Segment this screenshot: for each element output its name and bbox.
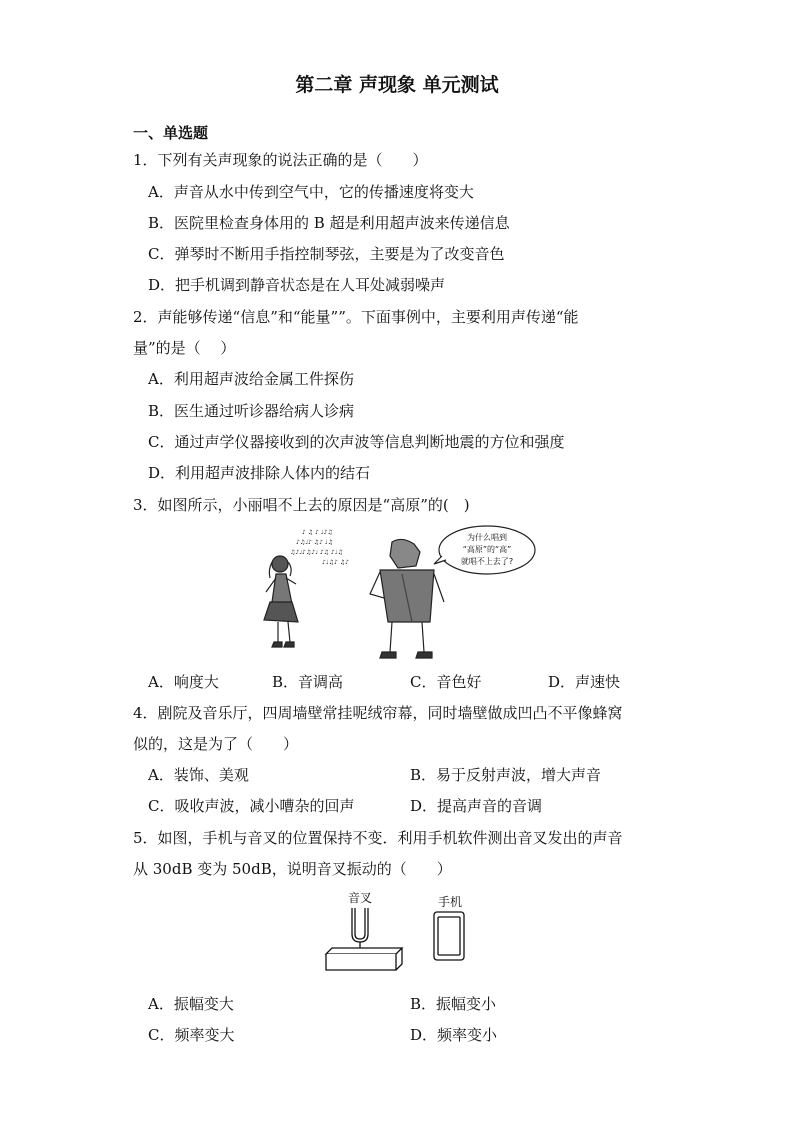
question-4-stem-line1: 4．剧院及音乐厅，四周墙壁常挂呢绒帘幕，同时墙壁做成凹凸不平像蜂窝 — [133, 704, 623, 722]
question-4-option-b[interactable]: B．易于反射声波，增大声音 — [410, 766, 602, 784]
question-4-option-a[interactable]: A．装饰、美观 — [148, 766, 249, 784]
question-2-stem-line1: 2．声能够传递“信息”和“能量””。下面事例中，主要利用声传递“能 — [133, 308, 579, 326]
question-1-option-c[interactable]: C．弹琴时不断用手指控制琴弦，主要是为了改变音色 — [148, 245, 505, 263]
phone-label: 手机 — [437, 895, 463, 909]
question-1-option-a[interactable]: A．声音从水中传到空气中，它的传播速度将变大 — [148, 183, 474, 201]
singing-girl-figure — [264, 556, 298, 647]
page-title: 第二章 声现象 单元测试 — [295, 74, 499, 96]
question-4-stem-line2: 似的，这是为了（ ） — [133, 735, 299, 753]
svg-text:♫♪♩♪♫♪♩ ♪♫ ♪♩♫: ♫♪♩♪♫♪♩ ♪♫ ♪♩♫ — [290, 549, 343, 556]
question-5-option-c[interactable]: C．频率变大 — [148, 1026, 235, 1044]
bubble-line-1: 为什么唱到 — [467, 533, 507, 542]
music-notes-icon — [290, 529, 349, 566]
question-5-stem-line2: 从 30dB 变为 50dB，说明音叉振动的（ ） — [133, 860, 452, 878]
question-4-option-c[interactable]: C．吸收声波，减小嘈杂的回声 — [148, 797, 355, 815]
svg-text:♪♩♫♪ ♫♪: ♪♩♫♪ ♫♪ — [322, 559, 349, 566]
svg-text:♪♫♩♪ ♫♪ ♩♫: ♪♫♩♪ ♫♪ ♩♫ — [296, 539, 334, 546]
listening-man-figure — [370, 539, 444, 658]
question-1-option-d[interactable]: D．把手机调到静音状态是在人耳处减弱噪声 — [148, 276, 446, 294]
question-2-option-d[interactable]: D．利用超声波排除人体内的结石 — [148, 464, 371, 482]
question-5-option-d[interactable]: D．频率变小 — [410, 1026, 498, 1044]
question-2-option-c[interactable]: C．通过声学仪器接收到的次声波等信息判断地震的方位和强度 — [148, 433, 565, 451]
tuning-fork-label: 音叉 — [347, 891, 373, 905]
question-5-option-a[interactable]: A．振幅变大 — [148, 995, 234, 1013]
question-5-option-b[interactable]: B．振幅变小 — [410, 995, 497, 1013]
singing-girl-and-man-illustration — [262, 522, 542, 662]
question-2-option-a[interactable]: A．利用超声波给金属工件探伤 — [148, 370, 354, 388]
question-1-option-b[interactable]: B．医院里检查身体用的 B 超是利用超声波来传递信息 — [148, 214, 510, 232]
tuning-fork-icon — [326, 908, 402, 970]
tuning-fork-and-phone-diagram — [320, 886, 470, 976]
question-2-stem-line2: 量”的是（ ） — [133, 339, 236, 357]
question-4-option-d[interactable]: D．提高声音的音调 — [410, 797, 543, 815]
question-3-option-a[interactable]: A．响度大 — [148, 673, 219, 691]
question-5-stem-line1: 5．如图，手机与音叉的位置保持不变．利用手机软件测出音叉发出的声音 — [133, 829, 623, 847]
bubble-line-3: 就唱不上去了? — [460, 557, 514, 566]
question-1-stem: 1．下列有关声现象的说法正确的是（ ） — [133, 151, 428, 169]
question-2-option-b[interactable]: B．医生通过听诊器给病人诊病 — [148, 402, 355, 420]
section-heading: 一、单选题 — [133, 124, 209, 142]
svg-text:♪ ♫ ♪ ♩♪♫: ♪ ♫ ♪ ♩♪♫ — [302, 529, 333, 536]
question-3-option-d[interactable]: D．声速快 — [548, 673, 621, 691]
speech-bubble — [434, 526, 535, 574]
question-3-stem: 3．如图所示，小丽唱不上去的原因是“高原”的( ) — [133, 496, 470, 514]
phone-icon — [434, 912, 464, 960]
question-3-option-b[interactable]: B．音调高 — [272, 673, 344, 691]
bubble-line-2: “高原”的“高” — [462, 545, 512, 554]
question-3-option-c[interactable]: C．音色好 — [410, 673, 482, 691]
